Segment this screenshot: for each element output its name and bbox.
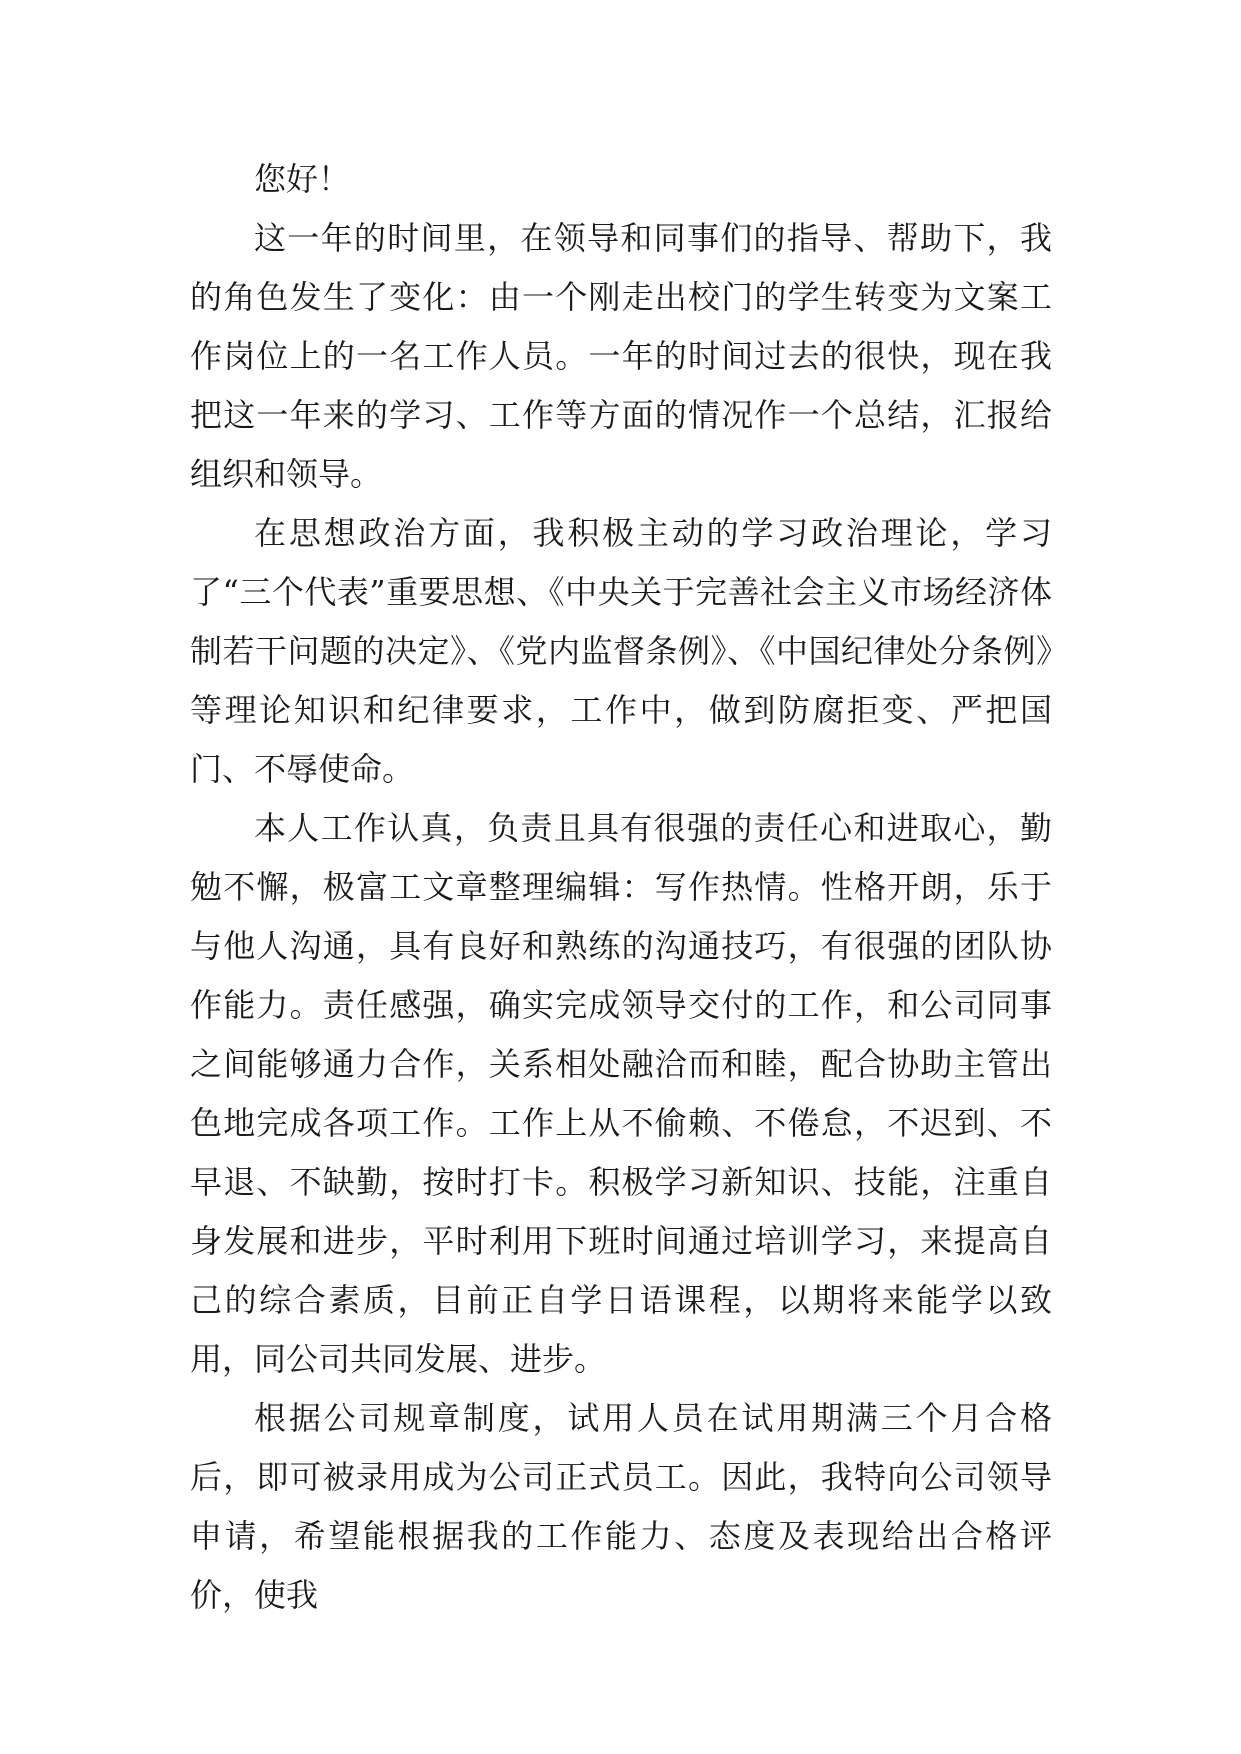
- greeting: 您好！: [254, 160, 351, 198]
- paragraph-reflection: 这一年的时间里，在领导和同事们的指导、帮助下，我的角色发生了变化：由一个刚走出校门的学生转变为文案工作岗位上的一名工作人员。一年的时间过去的很快，现在我把这一年来的学习、工作等方面的情况作一个总结，汇报给组织和领导。: [190, 219, 1052, 493]
- paragraph-work-attitude: 本人工作认真，负责且具有很强的责任心和进取心，勤勉不懈，极富工文章整理编辑：写作热情。性格开朗，乐于与他人沟通，具有良好和熟练的沟通技巧，有很强的团队协作能力。责任感强，确实完成领导交付的工作，和公司同事之间能够通力合作，关系相处融洽而和睦，配合协助主管出色地完成各项工作。工作上从不偷赖、不倦怠，不迟到、不早退、不缺勤，按时打卡。积极学习新知识、技能，注重自身发展和进步，平时利用下班时间通过培训学习，来提高自己的综合素质，目前正自学日语课程，以期将来能学以致用，同公司共同发展、进步。: [190, 809, 1052, 1378]
- paragraph-application: 根据公司规章制度，试用人员在试用期满三个月合格后，即可被录用成为公司正式员工。因此，我特向公司领导申请，希望能根据我的工作能力、态度及表现给出合格评价，使我: [190, 1399, 1052, 1614]
- document-body: [190, 150, 1052, 1625]
- paragraph-political-study: 在思想政治方面，我积极主动的学习政治理论，学习了“三个代表”重要思想、《中央关于完善社会主义市场经济体制若干问题的决定》、《党内监督条例》、《中国纪律处分条例》等理论知识和纪律要求，工作中，做到防腐拒变、严把国门、不辱使命。: [190, 514, 1052, 788]
